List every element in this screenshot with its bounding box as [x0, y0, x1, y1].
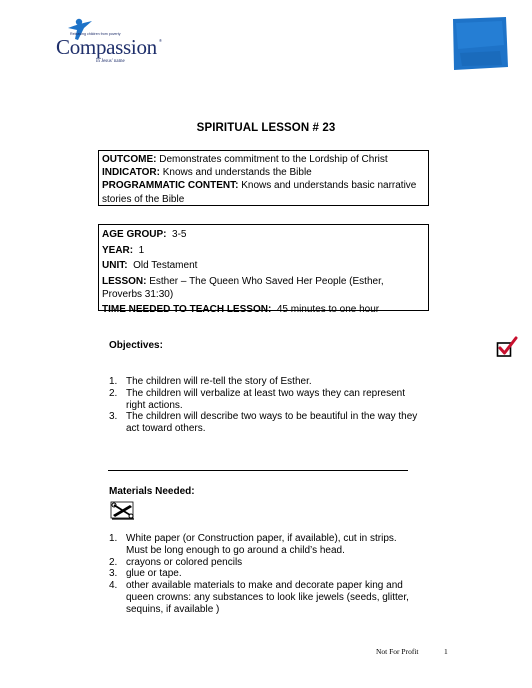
blue-blotch-image [450, 15, 510, 71]
list-text: other available materials to make and decorate paper king and queen crowns: any substances to look like jewels (seeds, glitter, sequins, if available ) [126, 580, 409, 615]
list-number: 3. [109, 568, 118, 580]
list-item [109, 376, 419, 388]
time-value: 45 minutes to one hour [271, 304, 380, 316]
lesson-title: SPIRITUAL LESSON # 23 [196, 122, 336, 134]
unit-value: Old Testament [127, 260, 198, 271]
list-number: 1. [109, 376, 118, 387]
outcome-box [98, 150, 429, 206]
lesson-label: LESSON: [102, 275, 147, 287]
list-number: 1. [109, 533, 118, 544]
unit-label: UNIT: [102, 260, 128, 271]
list-item [109, 557, 419, 569]
list-number: 3. [109, 411, 118, 423]
programmatic-row [102, 179, 425, 205]
outcome-label: OUTCOME: [102, 154, 157, 165]
materials-heading: Materials Needed: [109, 486, 195, 497]
pencil-scissors-icon [110, 499, 136, 521]
time-label: TIME NEEDED TO TEACH LESSON: [102, 304, 272, 316]
objectives-list [109, 376, 419, 435]
objectives-heading: Objectives: [109, 340, 163, 351]
logo-trademark: ® [159, 38, 162, 43]
programmatic-label: PROGRAMMATIC CONTENT: [102, 180, 239, 192]
logo-tagline: Releasing children from poverty [70, 32, 121, 36]
list-number: 2. [109, 387, 118, 399]
logo-subtitle: in Jesus' name [96, 59, 125, 64]
page-number: 1 [444, 647, 448, 656]
list-text: The children will re-tell the story of Esther. [126, 376, 312, 387]
list-text: The children will verbalize at least two ways they can represent right actions. [126, 387, 406, 411]
lesson-row [102, 275, 425, 301]
year-value: 1 [133, 244, 145, 256]
list-number: 4. [109, 580, 118, 592]
time-row [102, 303, 425, 316]
indicator-label: INDICATOR: [102, 167, 160, 179]
list-item [109, 388, 419, 412]
materials-list [109, 533, 419, 616]
age-group-row [102, 228, 425, 241]
outcome-row [102, 153, 425, 166]
indicator-value: Knows and understands the Bible [159, 167, 312, 179]
indicator-row [102, 166, 425, 179]
compassion-logo [52, 18, 167, 66]
unit-row [102, 259, 425, 272]
age-group-label: AGE GROUP: [102, 229, 167, 240]
list-text: glue or tape. [126, 568, 182, 580]
year-label: YEAR: [102, 244, 134, 256]
lesson-info-box [98, 224, 429, 316]
list-item [109, 568, 419, 580]
logo-wordmark: Compassion [56, 35, 157, 59]
list-number: 2. [109, 556, 118, 568]
list-item [109, 411, 419, 435]
footer-not-for-profit: Not For Profit [376, 647, 419, 656]
year-row [102, 244, 425, 257]
checkbox-check-icon [496, 336, 518, 358]
lesson-value: Esther – The Queen Who Saved Her People (Esther, Proverbs 31:30) [102, 275, 384, 300]
age-group-value: 3-5 [166, 229, 187, 240]
list-item [109, 533, 419, 557]
list-text: White paper (or Construction paper, if available), cut in strips. Must be long enough to go around a child’s head. [126, 533, 397, 556]
programmatic-value: Knows and understands basic narrative stories of the Bible [102, 180, 417, 205]
list-text: crayons or colored pencils [126, 556, 243, 568]
list-item [109, 580, 419, 615]
outcome-value: Demonstrates commitment to the Lordship of Christ [156, 154, 388, 165]
section-divider [108, 470, 408, 471]
list-text: The children will describe two ways to be beautiful in the way they act toward others. [126, 411, 418, 435]
